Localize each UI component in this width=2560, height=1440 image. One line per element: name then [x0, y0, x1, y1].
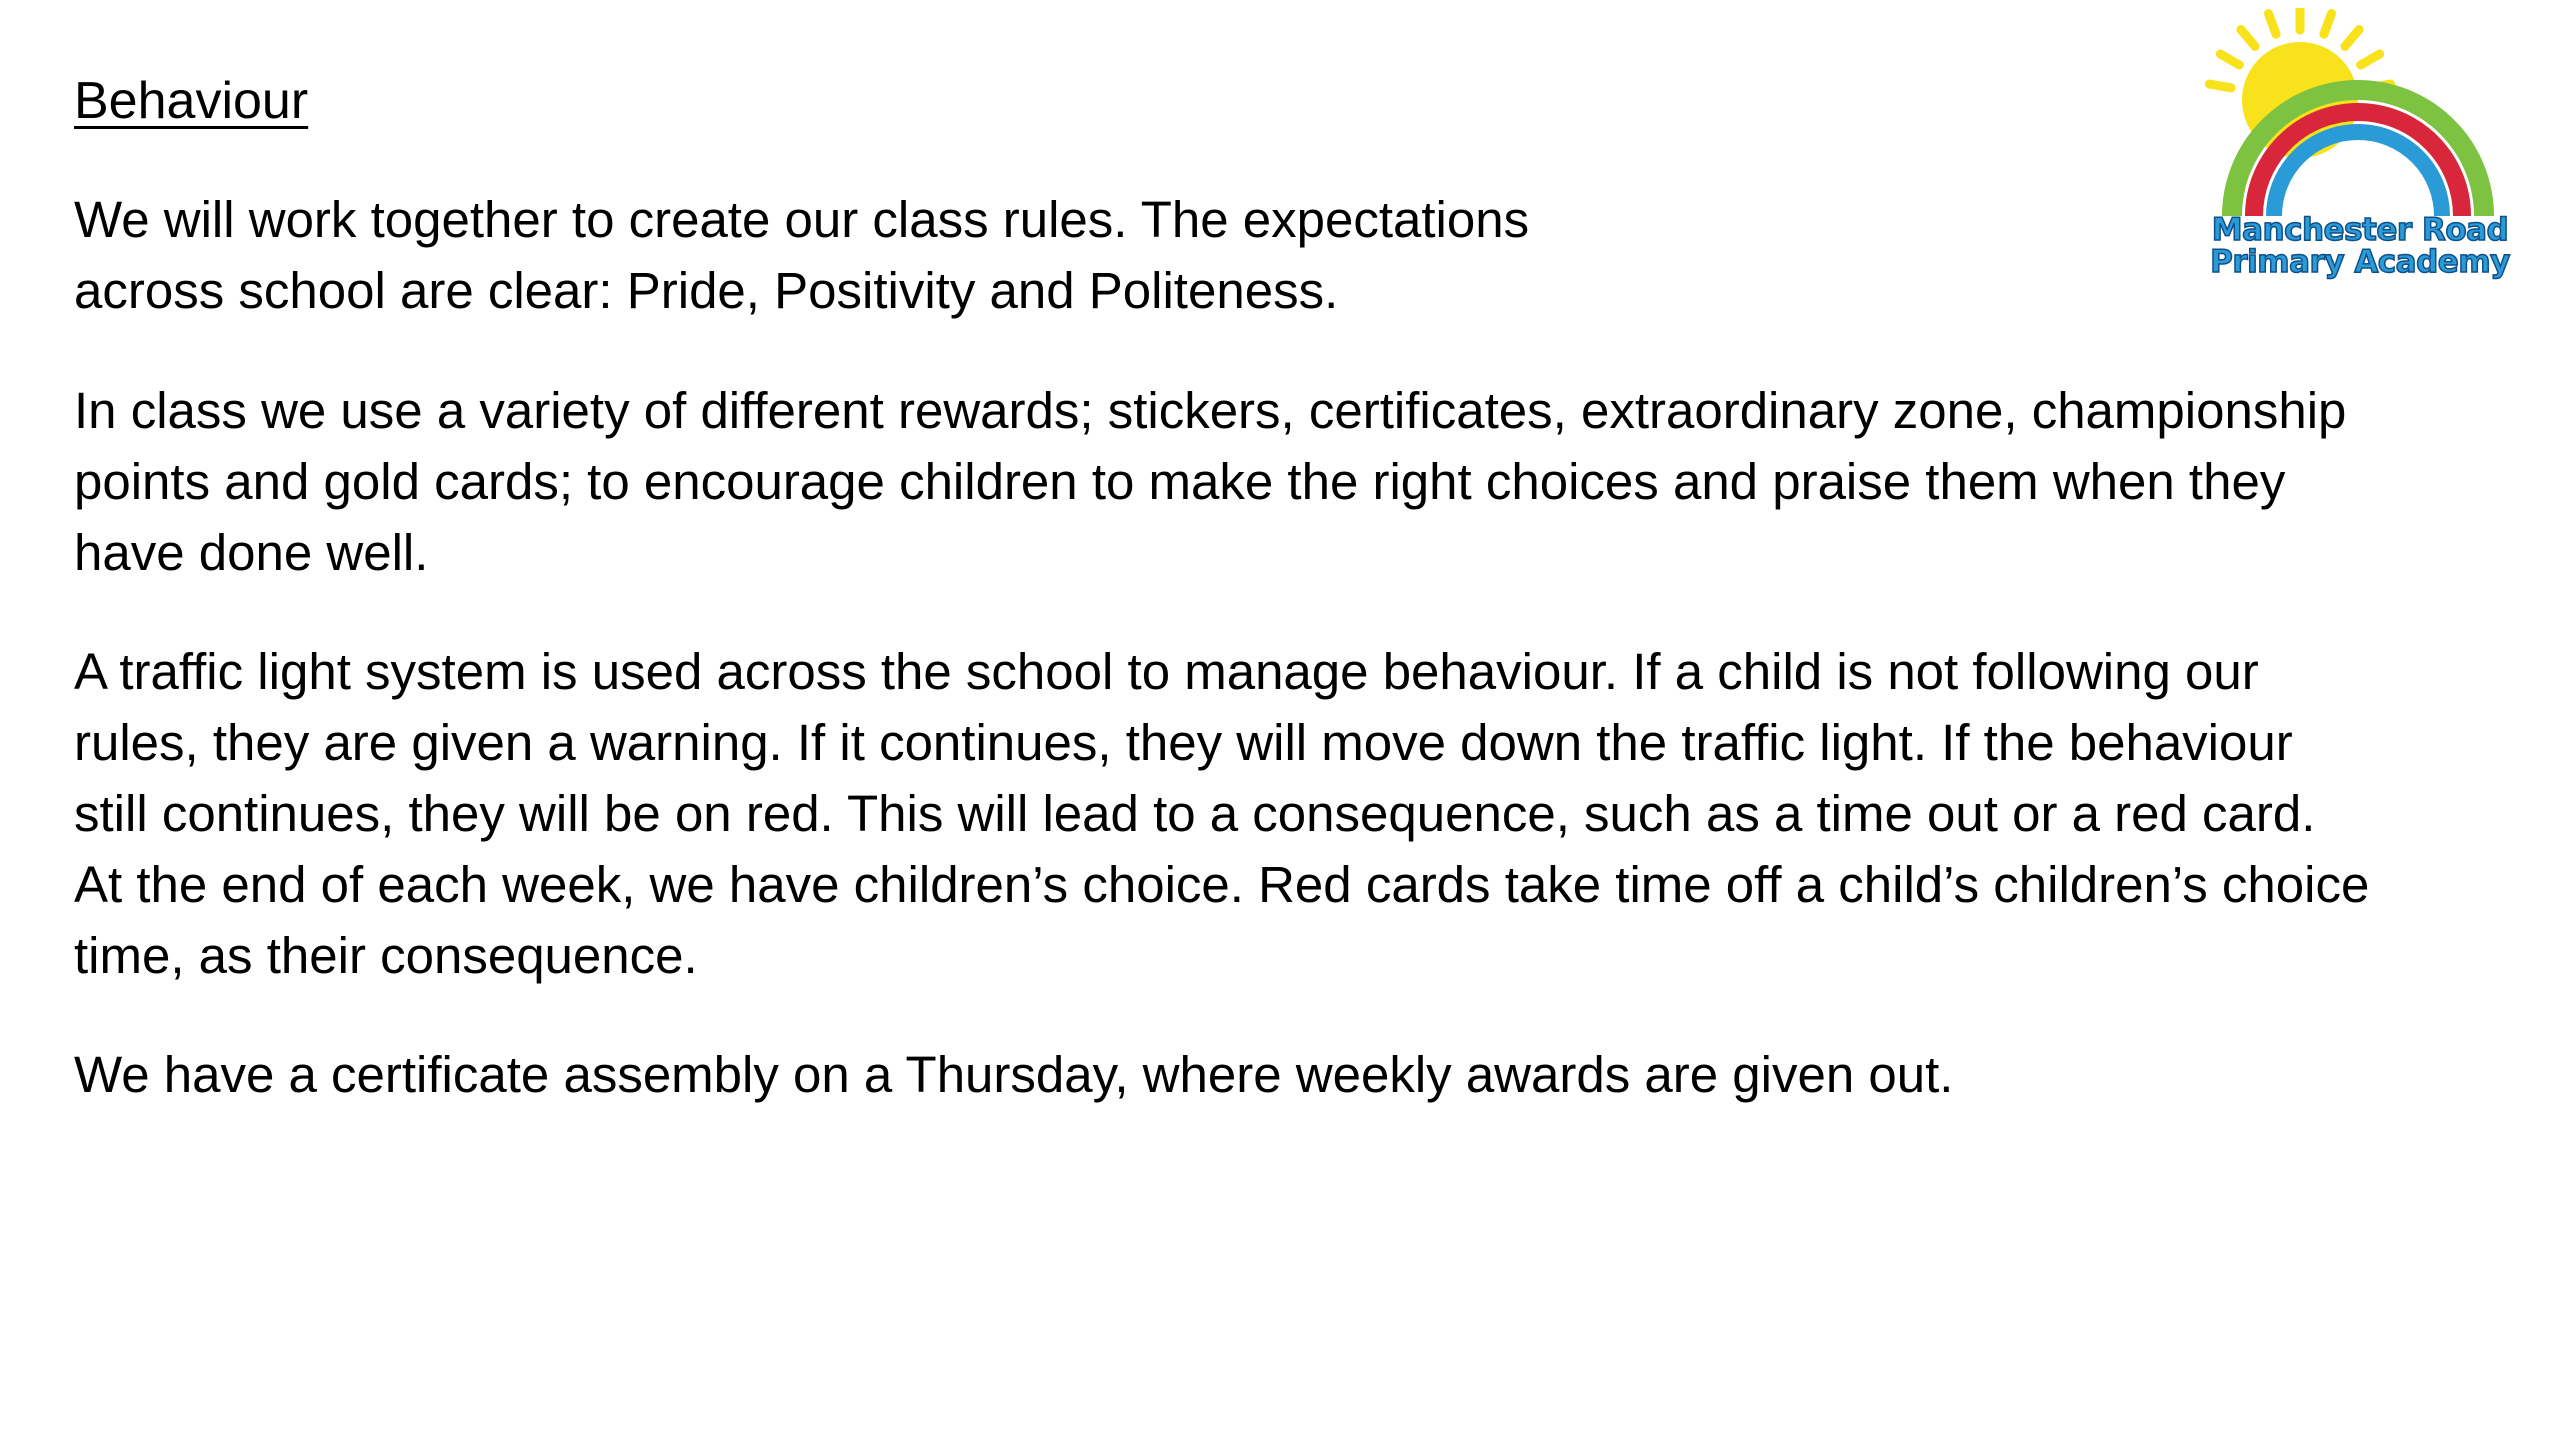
text-line: We will work together to create our class rules. The expectations [74, 191, 1530, 248]
paragraph-rewards [74, 375, 2346, 588]
paragraph-traffic-light [74, 636, 2369, 991]
paragraph-class-rules [74, 184, 1529, 326]
sun-ray [2324, 14, 2332, 35]
text-line: In class we use a variety of different rewards; stickers, certificates, extraordinary zone, championship [74, 382, 2347, 439]
text-line: have done well. [74, 524, 429, 581]
text-line: still continues, they will be on red. This will lead to a consequence, such as a time out or a red card. [74, 785, 2316, 842]
sun-ray [2220, 54, 2239, 65]
sun-rainbow-icon [2190, 8, 2530, 218]
sun-ray [2361, 54, 2380, 65]
sun-ray [2345, 30, 2359, 47]
text-line: points and gold cards; to encourage children to make the right choices and praise them when they [74, 453, 2286, 510]
sun-ray [2269, 14, 2277, 35]
text-line: time, as their consequence. [74, 927, 698, 984]
page-title: Behaviour [74, 72, 309, 130]
text-line: A traffic light system is used across the school to manage behaviour. If a child is not following our [74, 643, 2259, 700]
logo-name-line-2: Primary Academy [2210, 244, 2510, 280]
school-logo [2190, 8, 2530, 298]
paragraph-assembly [74, 1039, 1953, 1110]
sun-ray [2241, 30, 2255, 47]
text-line: We have a certificate assembly on a Thursday, where weekly awards are given out. [74, 1046, 1954, 1103]
text-line: across school are clear: Pride, Positivity and Politeness. [74, 262, 1339, 319]
logo-name-line-1: Manchester Road [2211, 212, 2509, 248]
sun-ray [2209, 84, 2231, 88]
text-line: rules, they are given a warning. If it continues, they will move down the traffic light. If the behaviour [74, 714, 2293, 771]
text-line: At the end of each week, we have children’s choice. Red cards take time off a child’s children’s choice [74, 856, 2370, 913]
